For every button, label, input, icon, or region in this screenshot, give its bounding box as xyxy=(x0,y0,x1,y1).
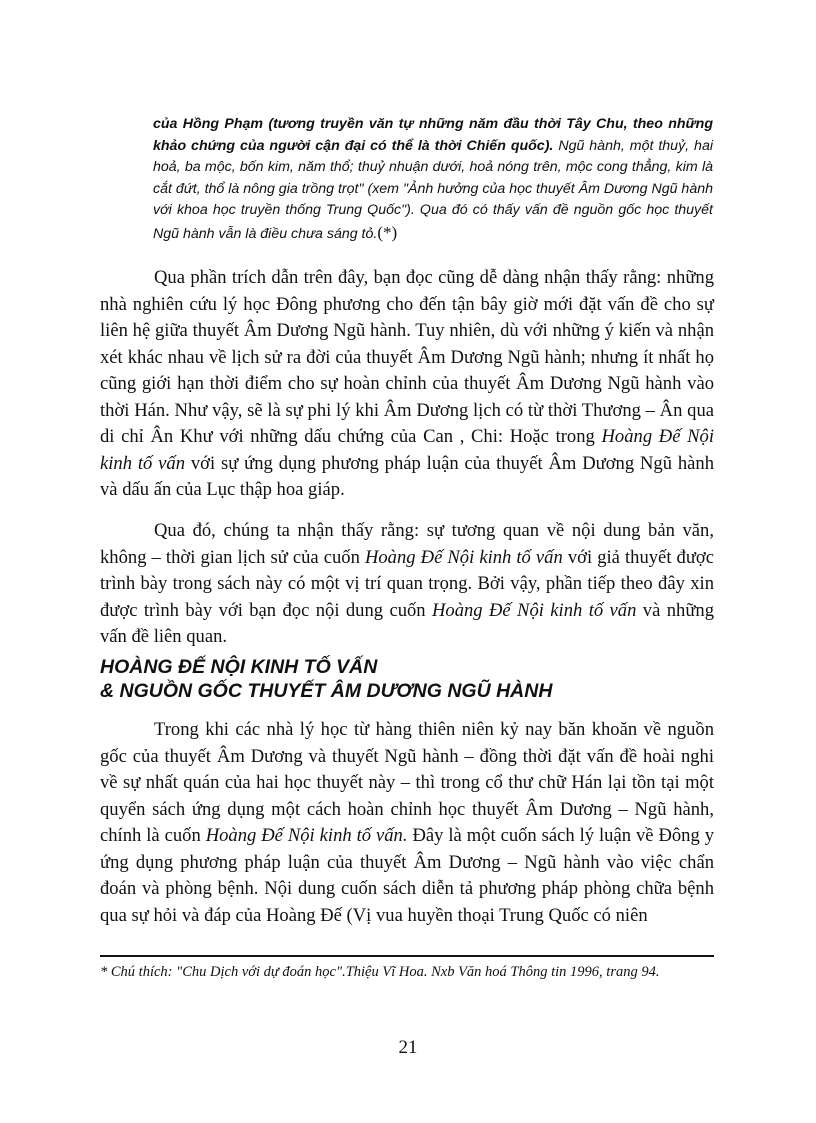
section-heading-line-1: HOÀNG ĐẾ NỘI KINH TỐ VẤN xyxy=(100,656,378,678)
quote-block xyxy=(153,114,713,245)
book-title-italic: Hoàng Đế Nội kinh tố vấn xyxy=(100,426,714,474)
footnote: * Chú thích: "Chu Dịch với dự đoán học".Thiệu Vĩ Hoa. Nxb Văn hoá Thông tin 1996, trang 94. xyxy=(100,964,660,980)
paragraph-3 xyxy=(100,717,714,929)
book-title-italic: Hoàng Đế Nội kinh tố vấn. xyxy=(205,825,408,846)
paragraph-2-text-c: và những vấn đề liên quan. xyxy=(100,599,714,647)
paragraph-2-text-a: Qua đó, chúng ta nhận thấy rằng: sự tương quan về nội dung bản văn, không – thời gian lịch sử của cuốn xyxy=(100,520,714,568)
book-title-italic: Hoàng Đế Nội kinh tố vấn xyxy=(364,546,563,568)
paragraph-3-text-a: Trong khi các nhà lý học từ hàng thiên niên kỷ nay băn khoăn về nguồn gốc của thuyết Âm Dương và thuyết Ngũ hành – đồng thời đặt vấn đề hoài nghi về sự nhất quán của hai học thuyết này – thì trong cổ thư chữ Hán lại tồn tại một quyển sách ứng dụng một cách hoàn chỉnh học thuyết Âm Dương – Ngũ hành, chính là cuốn xyxy=(100,719,714,846)
paragraph-1-text: Qua phần trích dẫn trên đây, bạn đọc cũng dễ dàng nhận thấy rằng: những nhà nghiên cứu lý học Đông phương cho đến tận bây giờ mới đặt vấn đề cho sự liên hệ giữa thuyết Âm Dương Ngũ hành. Tuy nhiên, dù với những ý kiến và nhận xét khác nhau về lịch sử ra đời của thuyết Âm Dương Ngũ hành; nhưng ít nhất họ cũng giới hạn thời điểm cho sự hoàn chỉnh của thuyết Âm Dương Ngũ hành vào thời Hán. Như vậy, sẽ là sự phi lý khi Âm Dương lịch có từ thời Thương – Ân qua di chỉ Ân Khư với những dấu chứng của Can , Chi: Hoặc trong xyxy=(100,267,714,447)
paragraph-2-text-b: với giả thuyết được trình bày trong sách này có một vị trí quan trọng. Bởi vậy, phần tiếp theo đây xin được trình bày với bạn đọc nội dung cuốn xyxy=(100,546,715,621)
paragraph-2 xyxy=(100,518,714,651)
section-heading xyxy=(100,655,714,703)
footnote-divider xyxy=(100,955,714,957)
section-heading-line-2: & NGUỒN GỐC THUYẾT ÂM DƯƠNG NGŨ HÀNH xyxy=(100,680,553,702)
paragraph-1 xyxy=(100,265,714,504)
page-number: 21 xyxy=(398,1037,418,1058)
quote-bold-text: của Hồng Phạm (tương truyền văn tự những năm đầu thời Tây Chu, theo những khảo chứng của người cận đại có thể là thời Chiến quốc). xyxy=(153,116,713,154)
paragraph-3-text-b: Đây là một cuốn sách lý luận về Đông y ứng dụng phương pháp luận của thuyết Âm Dương – Ngũ hành vào việc chẩn đoán và phòng bệnh. Nội dung cuốn sách diễn tả phương pháp phòng chữa bệnh qua sự hỏi và đáp của Hoàng Đế (Vị vua huyền thoại Trung Quốc có niên xyxy=(100,825,714,926)
quote-text: Ngũ hành, một thuỷ, hai hoả, ba mộc, bốn kim, năm thổ; thuỷ nhuận dưới, hoả nóng trên, mộc cong thẳng, kim là cắt đứt, thổ là nông gia trồng trọt" (xem "Ảnh hưởng của học thuyết Âm Dương Ngũ hành với khoa học truyền thống Trung Quốc"). Qua đó có thấy vấn đề nguồn gốc học thuyết Ngũ hành vẫn là điều chưa sáng tỏ. xyxy=(153,137,713,242)
book-title-italic: Hoàng Đế Nội kinh tố vấn xyxy=(431,599,637,621)
footnote-marker: (*) xyxy=(377,222,398,242)
paragraph-1-end: với sự ứng dụng phương pháp luận của thuyết Âm Dương Ngũ hành và dấu ấn của Lục thập hoa giáp. xyxy=(100,452,714,500)
